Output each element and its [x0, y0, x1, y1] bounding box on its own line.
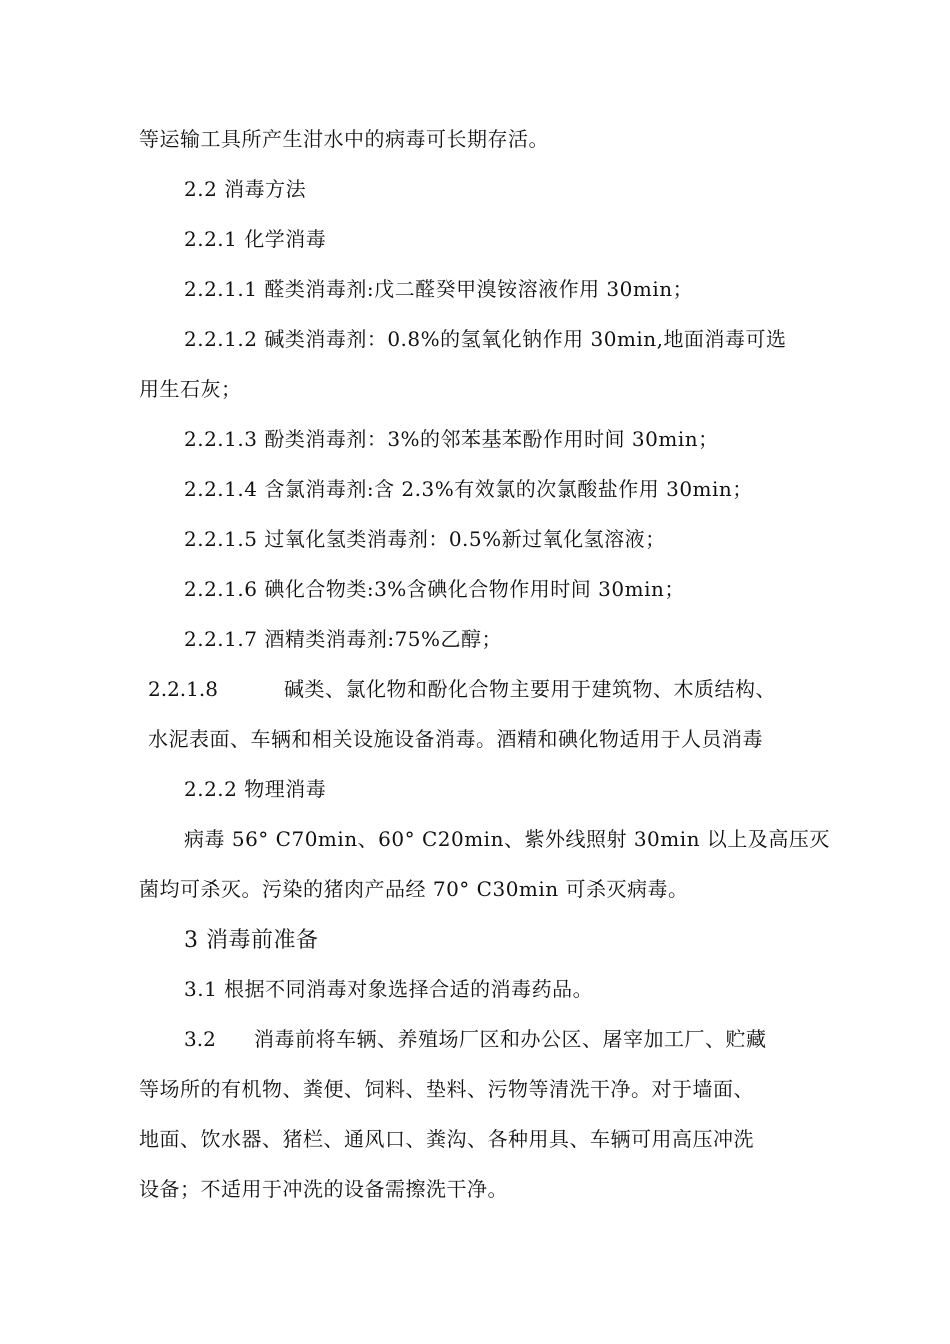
paragraph-line: 菌均可杀灭。污染的猪肉产品经 70° C30min 可杀灭病毒。 — [139, 877, 689, 901]
list-item: 2.2.1.7 酒精类消毒剂:75%乙醇； — [184, 627, 503, 651]
list-item: 2.2.1.3 酚类消毒剂：3%的邻苯基苯酚作用时间 30min； — [184, 427, 719, 451]
paragraph-line: 设备；不适用于冲洗的设备需擦洗干净。 — [139, 1177, 508, 1201]
paragraph-line: 病毒 56° C70min、60° C20min、紫外线照射 30min 以上及高压灭 — [184, 827, 830, 851]
list-item: 2.2.1.6 碘化合物类:3%含碘化合物作用时间 30min； — [184, 577, 685, 601]
paragraph-line: 地面、饮水器、猪栏、通风口、粪沟、各种用具、车辆可用高压冲洗 — [139, 1127, 754, 1151]
list-item-continuation: 水泥表面、车辆和相关设施设备消毒。酒精和碘化物适用于人员消毒 — [148, 727, 763, 751]
list-item-number: 3.2 — [184, 1027, 216, 1051]
list-item-continuation: 用生石灰； — [139, 377, 242, 401]
subsection-heading: 2.2.2 物理消毒 — [184, 777, 327, 801]
list-item: 消毒前将车辆、养殖场厂区和办公区、屠宰加工厂、贮藏 — [254, 1027, 767, 1051]
subsection-heading: 2.2.1 化学消毒 — [184, 227, 327, 251]
chapter-heading: 3 消毒前准备 — [184, 928, 319, 953]
list-item-number: 2.2.1.8 — [148, 677, 218, 701]
paragraph-line: 等运输工具所产生泔水中的病毒可长期存活。 — [139, 127, 549, 151]
list-item: 2.2.1.2 碱类消毒剂：0.8%的氢氧化钠作用 30min,地面消毒可选 — [184, 327, 787, 351]
list-item: 碱类、氯化物和酚化合物主要用于建筑物、木质结构、 — [284, 677, 776, 701]
paragraph-line: 等场所的有机物、粪便、饲料、垫料、污物等清洗干净。对于墙面、 — [139, 1077, 754, 1101]
list-item: 2.2.1.1 醛类消毒剂:戊二醛癸甲溴铵溶液作用 30min； — [184, 277, 694, 301]
list-item: 3.1 根据不同消毒对象选择合适的消毒药品。 — [184, 977, 594, 1001]
section-heading: 2.2 消毒方法 — [184, 177, 307, 201]
list-item: 2.2.1.5 过氧化氢类消毒剂：0.5%新过氧化氢溶液； — [184, 527, 666, 551]
list-item: 2.2.1.4 含氯消毒剂:含 2.3%有效氯的次氯酸盐作用 30min； — [184, 477, 753, 501]
